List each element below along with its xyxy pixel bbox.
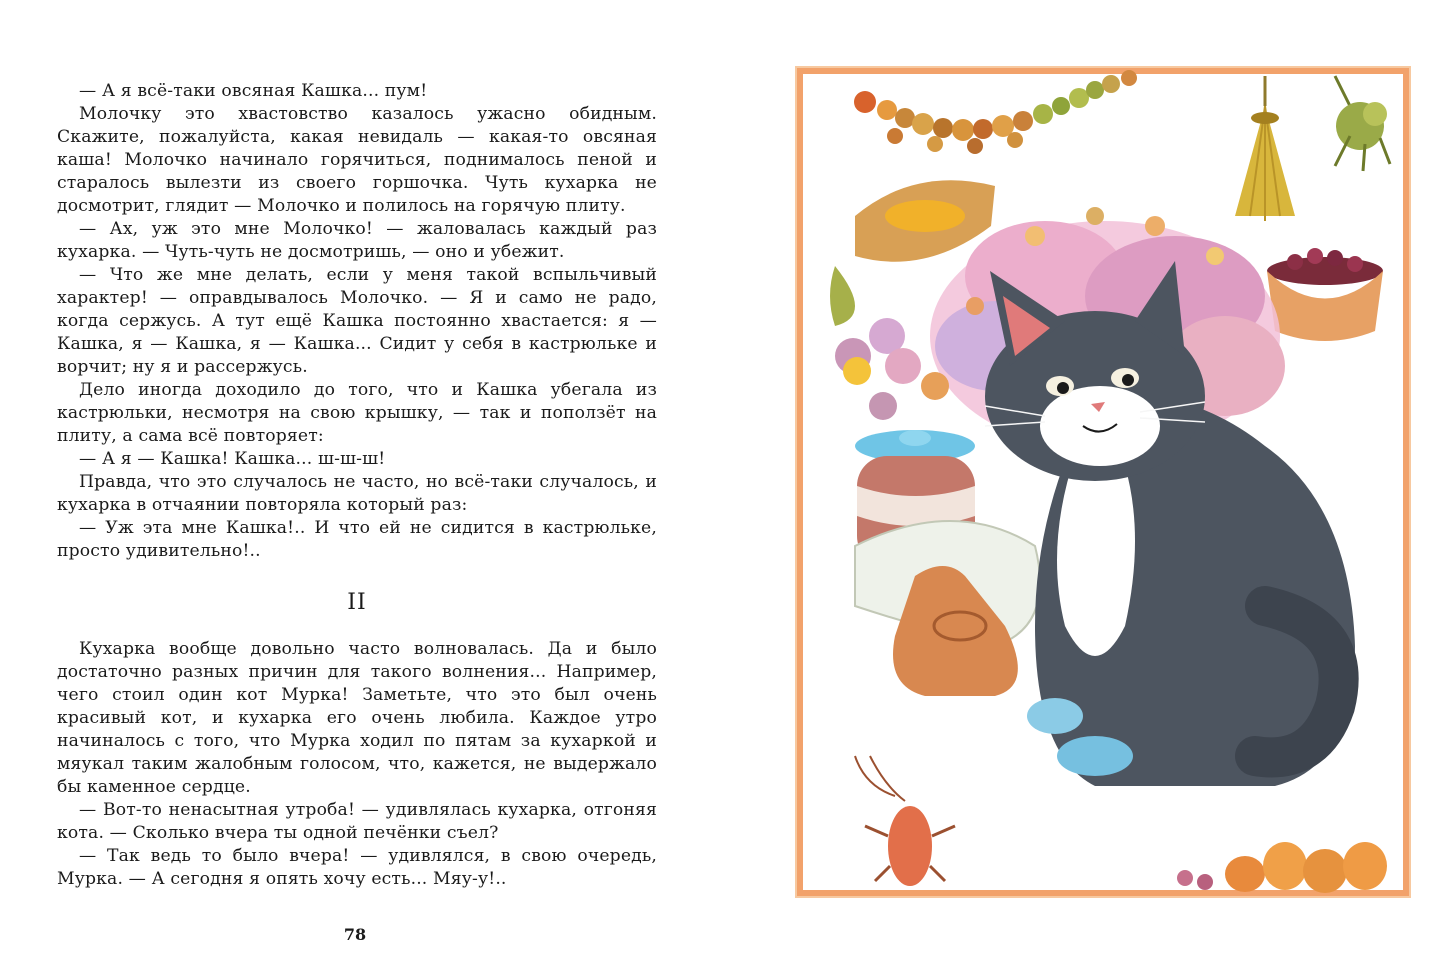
paragraph: Дело иногда доходило до того, что и Кашка убегала из кастрюльки, несмотря на свою крышку, — так и поползёт на плиту, а сама всё повторяет:: [57, 380, 657, 446]
paragraph: Молочку это хвастовство казалось ужасно обидным. Скажите, пожалуйста, какая невидаль — какая-то овсяная каша! Молочко начинало горячиться, поднималось пеной и старалось вылезти из своего горшочка. Чуть кухарка не досмотрит, глядит — Молочко и полилось на горячую плиту.: [57, 104, 657, 216]
paragraphs-top: [57, 80, 657, 563]
paragraph: — Вот-то ненасытная утроба! — удивлялась кухарка, отгоняя кота. — Сколько вчера ты одной печёнки съел?: [57, 800, 657, 843]
paragraph: — А я всё-таки овсяная Кашка... пум!: [79, 81, 428, 101]
paragraph: — Так ведь то было вчера! — удивлялся, в свою очередь, Мурка. — А сегодня я опять хочу есть... Мяу-у!..: [57, 846, 657, 889]
front-paw: [1057, 736, 1133, 776]
chapter-heading: II: [347, 590, 367, 615]
paragraph: — Ах, уж это мне Молочко! — жаловалась каждый раз кухарка. — Чуть-чуть не досмотришь, — оно и убежит.: [57, 219, 657, 262]
paragraph: Правда, что это случалось не часто, но всё-таки случалось, и кухарка в отчаянии повторяла который раз:: [57, 472, 657, 515]
back-paw: [1027, 698, 1083, 734]
paragraphs-bottom: [57, 638, 657, 891]
paragraph: — Что же мне делать, если у меня такой вспыльчивый характер! — оправдывалось Молочко. — Я и само не радо, когда сержусь. А тут ещё Кашка постоянно хвастается: я — Кашка, я — Кашка, я — Кашка... Сидит у себя в кастрюльке и ворчит; ну я и рассержусь.: [57, 265, 657, 377]
paragraph: — А я — Кашка! Кашка... ш-ш-ш!: [79, 449, 386, 469]
text-column: [57, 80, 657, 891]
page-number: 78: [343, 925, 367, 944]
cat-illustration: [795, 66, 1411, 898]
paragraph: Кухарка вообще довольно часто волновалась. Да и было достаточно разных причин для такого волнения... Например, чего стоил один кот Мурка! Заметьте, что это был очень красивый кот, и кухарка его очень любила. Каждое утро начиналось с того, что Мурка ходил по пятам за кухаркой и мяукал таким жалобным голосом, что, кажется, не выдержало бы каменное сердце.: [57, 639, 657, 797]
paragraph: — Уж эта мне Кашка!.. И что ей не сидится в кастрюльке, просто удивительно!..: [57, 518, 657, 561]
